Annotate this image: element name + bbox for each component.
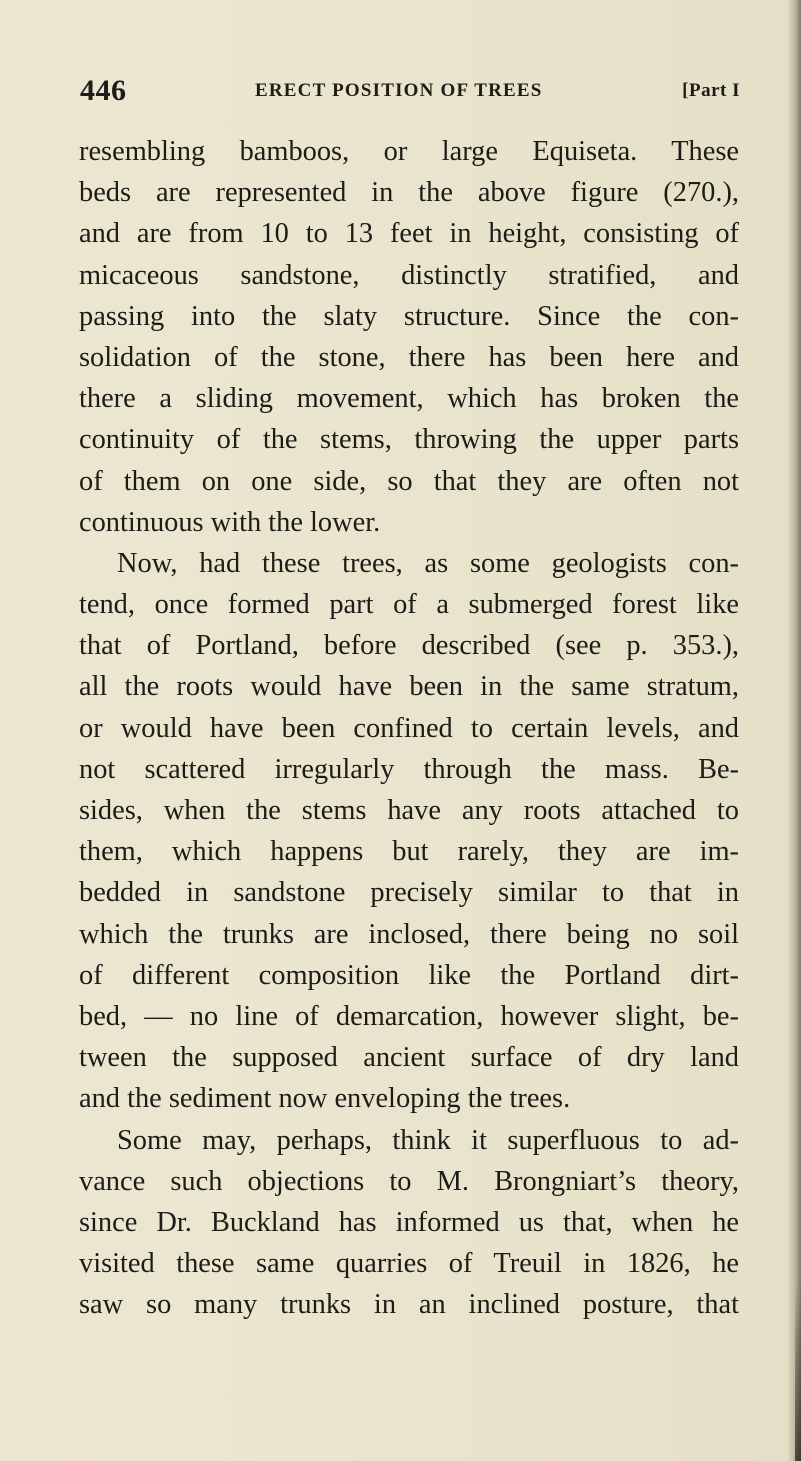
page-edge-stain: [795, 1280, 801, 1461]
text-line: continuity of the stems, throwing the upper parts: [79, 424, 739, 456]
text-line: saw so many trunks in an inclined posture, that: [79, 1289, 739, 1321]
text-line: which the trunks are inclosed, there being no soil: [79, 918, 739, 950]
text-line: there a sliding movement, which has broken the: [79, 383, 739, 415]
text-line: resembling bamboos, or large Equiseta. These: [79, 136, 739, 167]
paragraph-end-line: continuous with the lower.: [79, 506, 381, 538]
text-line: tend, once formed part of a submerged forest like: [79, 589, 739, 621]
text-line: passing into the slaty structure. Since the con-: [79, 300, 739, 332]
text-line: and are from 10 to 13 feet in height, consisting of: [79, 218, 739, 250]
text-line: tween the supposed ancient surface of dry land: [79, 1042, 739, 1074]
paragraph-end-line: and the sediment now enveloping the trees.: [79, 1083, 571, 1115]
text-line: them, which happens but rarely, they are im-: [79, 836, 739, 868]
text-line: that of Portland, before described (see p. 353.),: [79, 630, 739, 662]
text-line: since Dr. Buckland has informed us that, when he: [79, 1206, 739, 1238]
text-line: bed, — no line of demarcation, however slight, be-: [79, 1000, 739, 1032]
running-head-part: [Part I: [682, 80, 740, 101]
text-line: micaceous sandstone, distinctly stratified, and: [79, 259, 739, 291]
paragraph-first-line: Some may, perhaps, think it superfluous to ad-: [117, 1124, 739, 1156]
text-line: all the roots would have been in the same stratum,: [79, 671, 739, 703]
page-number: 446: [80, 74, 127, 107]
text-line: vance such objections to M. Brongniart’s theory,: [79, 1165, 739, 1197]
text-line: visited these same quarries of Treuil in 1826, he: [79, 1248, 739, 1280]
text-line: of different composition like the Portland dirt-: [79, 959, 739, 991]
text-line: sides, when the stems have any roots attached to: [79, 795, 739, 826]
text-line: bedded in sandstone precisely similar to that in: [79, 877, 739, 909]
running-head-title: ERECT POSITION OF TREES: [255, 80, 543, 101]
text-line: or would have been confined to certain levels, and: [79, 712, 739, 744]
text-line: beds are represented in the above figure (270.),: [79, 177, 739, 209]
body-text: [79, 131, 739, 1325]
page-edge-shadow: [787, 0, 801, 1461]
text-line: not scattered irregularly through the mass. Be-: [79, 753, 739, 785]
text-line: of them on one side, so that they are often not: [79, 465, 739, 497]
running-head: [80, 74, 740, 114]
text-line: solidation of the stone, there has been here and: [79, 341, 739, 373]
paragraph-first-line: Now, had these trees, as some geologists con-: [117, 547, 739, 579]
